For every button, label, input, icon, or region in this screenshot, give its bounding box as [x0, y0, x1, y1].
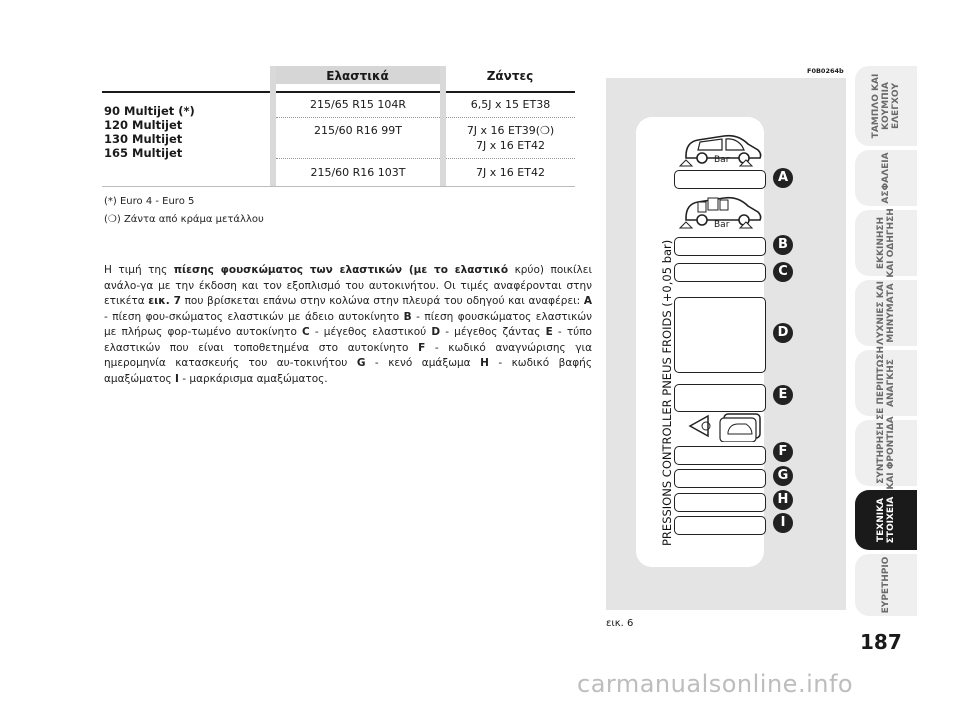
callout-g: G	[773, 466, 793, 486]
row-divider	[446, 117, 575, 118]
label-vertical-text: PRESSIONS CONTROLLER PNEUS FROIDS (+0,05 bar)	[660, 239, 674, 546]
table-top-rule	[102, 91, 575, 93]
callout-d: D	[773, 323, 793, 343]
tab-lights-messages[interactable]: ΛΥΧΝΙΕΣ ΚΑΙ ΜΗΝΥΜΑΤΑ	[855, 280, 917, 346]
callout-f: F	[773, 442, 793, 462]
rim-size-cell: 7J x 16 ET42	[476, 166, 545, 179]
engine-item: 130 Multijet	[104, 132, 183, 146]
page-number: 187	[860, 630, 902, 654]
field-h	[674, 493, 766, 512]
rim-size-cell-alt: 7J x 16 ET42	[476, 139, 545, 152]
footnote-alloy: (❍) Ζάντα από κράμα μετάλλου	[104, 214, 264, 225]
callout-b: B	[773, 235, 793, 255]
tab-dashboard-controls[interactable]: ΤΑΜΠΛΟ ΚΑΙ ΚΟΥΜΠΙΑ ΕΛΕΓΧΟΥ	[855, 66, 917, 146]
callout-e: E	[773, 385, 793, 405]
row-divider	[276, 117, 440, 118]
footnote-euro: (*) Euro 4 - Euro 5	[104, 196, 195, 207]
tab-index[interactable]: ΕΥΡΕΤΗΡΙΟ	[855, 554, 917, 616]
rim-size-cell: 7J x 16 ET39(❍)	[466, 124, 555, 137]
engine-list	[104, 104, 195, 160]
table-bottom-rule	[102, 186, 575, 187]
tire-size-cell: 215/65 R15 104R	[310, 98, 406, 111]
tab-emergency[interactable]: ΣΕ ΠΕΡΙΠΤΩΣΗ ΑΝΑΓΚΗΣ	[855, 350, 917, 416]
callout-h: H	[773, 490, 793, 510]
figure-code: F0B0264b	[807, 67, 844, 75]
bar-unit-label: Bar	[714, 220, 730, 230]
engine-item: 120 Multijet	[104, 118, 183, 132]
tab-technical-data[interactable]: ΤΕΧΝΙΚΑ ΣΤΟΙΧΕΙΑ	[855, 490, 917, 550]
tab-safety[interactable]: ΑΣΦΑΛΕΙΑ	[855, 150, 917, 206]
watermark: carmanualsonline.info	[577, 670, 854, 698]
tire-type-icon	[684, 410, 766, 442]
field-c	[674, 263, 766, 282]
row-divider	[446, 158, 575, 159]
callout-a: A	[773, 168, 793, 188]
rims-column-header: Ζάντες	[486, 69, 534, 83]
callout-c: C	[773, 262, 793, 282]
field-b	[674, 237, 766, 256]
field-d	[674, 297, 766, 373]
rim-size-cell: 6,5J x 15 ET38	[470, 98, 551, 111]
pressure-paragraph: Η τιμή της πίεσης φουσκώματος των ελαστικών (με το ελαστικό κρύο) ποικίλει ανάλο-γα με την έκδοση και τον εξοπλισμό του αυτοκινήτου. Οι τιμές αναφέρονται στην ετικέτα εικ. 7 που βρίσκεται επάνω στην κολώνα στην πλευρά του οδηγού και αναφέρει: A - πίεση φου-σκώματος ελαστικών με άδειο αυτοκίνητο B - πίεση φουσκώματος ελαστικών με πλήρως φορ-τωμένο αυτοκίνητο C - μέγεθος ελαστικού D - μέγεθος ζάντας E - τύπο ελαστικών που είναι τοποθετημένα στο αυτοκίνητο F - κωδικό αναγνώρισης για ημερομηνία κατασκευής του αυ-τοκινήτου G - κενό αμάξωμα H - κωδικό βαφής αμαξώματος I - μαρκάρισμα αμαξώματος.	[104, 264, 593, 385]
field-f	[674, 446, 766, 465]
field-a	[674, 170, 766, 189]
field-e	[674, 384, 766, 412]
tab-starting-driving[interactable]: ΕΚΚΙΝΗΣΗ ΚΑΙ ΟΔΗΓΗΣΗ	[855, 210, 917, 276]
tire-size-cell: 215/60 R16 103T	[310, 166, 406, 179]
bar-unit-label: Bar	[714, 155, 730, 165]
row-divider	[276, 158, 440, 159]
callout-i: I	[773, 513, 793, 533]
tab-maintenance-care[interactable]: ΣΥΝΤΗΡΗΣΗ ΚΑΙ ΦΡΟΝΤΙΔΑ	[855, 420, 917, 486]
engine-item: 165 Multijet	[104, 146, 183, 160]
field-g	[674, 469, 766, 488]
figure-caption: εικ. 6	[606, 618, 634, 629]
field-i	[674, 516, 766, 535]
tires-column-header: Ελαστικά	[326, 69, 389, 83]
engine-item: 90 Multijet (*)	[104, 104, 195, 118]
tire-size-cell: 215/60 R16 99T	[313, 124, 403, 137]
